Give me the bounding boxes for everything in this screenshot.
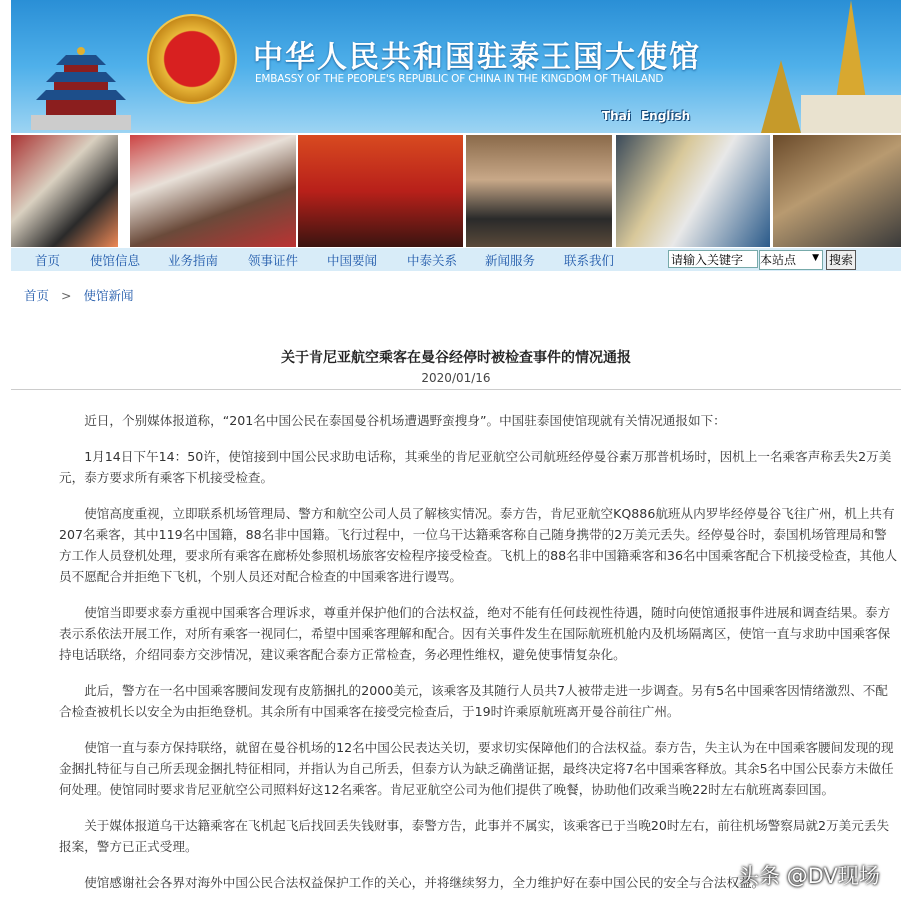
article-date: 2020/01/16	[421, 371, 491, 385]
nav-home[interactable]: 首页	[35, 253, 61, 268]
nav-news-service[interactable]: 新闻服务	[485, 253, 536, 268]
divider	[11, 389, 901, 390]
photo-1[interactable]	[11, 135, 118, 247]
paragraph: 此后，警方在一名中国乘客腰间发现有皮筋捆扎的2000美元，该乘客及其随行人员共7人被带走进一步调查。另有5名中国乘客因情绪激烈、不配合检查被机长以安全为由拒绝登机。其余所有中国乘客在接受完检查后，于19时许乘原航班离开曼谷前往广州。	[59, 683, 888, 719]
main-nav	[11, 248, 901, 271]
paragraph: 1月14日下午14：50许，使馆接到中国公民求助电话称，其乘坐的肯尼亚航空公司航班经停曼谷素万那普机场时，因机上一名乘客声称丢失2万美元，泰方要求所有乘客下机接受检查。	[59, 449, 892, 485]
photo-strip	[11, 135, 901, 247]
nav-contact[interactable]: 联系我们	[564, 253, 615, 268]
national-emblem-icon	[147, 14, 237, 104]
nav-service-guide[interactable]: 业务指南	[168, 253, 219, 268]
paragraph: 使馆感谢社会各界对海外中国公民合法权益保护工作的关心，并将继续努力，全力维护好在泰中国公民的安全与合法权益。	[84, 875, 765, 890]
breadcrumb	[24, 286, 134, 304]
photo-2[interactable]	[130, 135, 296, 247]
paragraph: 近日，个别媒体报道称，“201名中国公民在泰国曼谷机场遭遇野蛮搜身”。中国驻泰国使馆现就有关情况通报如下：	[84, 413, 726, 428]
search-input[interactable]: 请输入关键字	[668, 250, 758, 268]
paragraph: 使馆一直与泰方保持联络，就留在曼谷机场的12名中国公民表达关切，要求切实保障他们的合法权益。泰方告，失主认为在中国乘客腰间发现的现金捆扎特征与自己所丢现金捆扎特征相同，并指认为自己所丢，但泰方认为缺乏确凿证据，最终决定将7名中国乘客释放。其余5名中国公民泰方未做任何处理。使馆同时要求肯尼亚航空公司照料好这12名乘客。肯尼亚航空公司为他们提供了晚餐，协助他们改乘当晚22时左右航班离泰回国。	[59, 740, 894, 797]
dropdown-arrow-icon: ▼	[812, 253, 819, 263]
lang-thai-link[interactable]: Thai	[602, 109, 631, 123]
photo-5[interactable]	[616, 135, 770, 247]
breadcrumb-current[interactable]: 使馆新闻	[83, 288, 134, 303]
lang-english-link[interactable]: English	[640, 109, 691, 123]
scope-value: 本站点	[760, 253, 797, 267]
article-body	[59, 410, 899, 908]
paragraph: 使馆当即要求泰方重视中国乘客合理诉求，尊重并保护他们的合法权益，绝对不能有任何歧视性待遇，随时向使馆通报事件进展和调查结果。泰方表示系依法开展工作，对所有乘客一视同仁，希望中国乘客理解和配合。因有关事件发生在国际航班机舱内及机场隔离区，使馆一直与求助中国乘客保持电话联络，介绍同泰方交涉情况，建议乘客配合泰方正常检查，务必理性维权，避免使事情复杂化。	[59, 605, 891, 662]
site-banner	[11, 0, 901, 133]
language-switch	[602, 109, 700, 123]
paragraph: 关于媒体报道乌干达籍乘客在飞机起飞后找回丢失钱财事，泰警方告，此事并不属实，该乘客已于当晚20时左右，前往机场警察局就2万美元丢失报案，警方已正式受理。	[59, 818, 890, 854]
watermark: 头条 @DV现场	[738, 864, 880, 888]
temple-of-heaven-icon	[21, 20, 141, 130]
photo-4[interactable]	[466, 135, 612, 247]
nav-china-thai-relations[interactable]: 中泰关系	[407, 253, 458, 268]
photo-3[interactable]	[298, 135, 463, 247]
breadcrumb-home[interactable]: 首页	[24, 288, 50, 303]
scope-select[interactable]	[759, 250, 823, 270]
site-title-en: EMBASSY OF THE PEOPLE'S REPUBLIC OF CHINA IN THE KINGDOM OF THAILAND	[255, 73, 664, 85]
photo-6[interactable]	[773, 135, 901, 247]
nav-embassy-info[interactable]: 使馆信息	[90, 253, 141, 268]
article-title: 关于肯尼亚航空乘客在曼谷经停时被检查事件的情况通报	[281, 350, 631, 366]
breadcrumb-separator: >	[61, 288, 72, 303]
nav-consular[interactable]: 领事证件	[248, 253, 299, 268]
search-button[interactable]: 搜索	[826, 250, 856, 270]
site-title-cn: 中华人民共和国驻泰王国大使馆	[253, 40, 701, 75]
paragraph: 使馆高度重视，立即联系机场管理局、警方和航空公司人员了解核实情况。泰方告，肯尼亚航空KQ886航班从内罗毕经停曼谷飞往广州，机上共有207名乘客，其中119名中国籍，88名非中国籍。飞行过程中，一位乌干达籍乘客称自己随身携带的2万美元丢失。经停曼谷时，泰国机场管理局和警方工作人员登机处理，要求所有乘客在廊桥处参照机场旅客安检程序接受检查。飞机上的88名非中国籍乘客和36名中国乘客配合下机接受检查，其他人员不愿配合并拒绝下飞机，个别人员还对配合检查的中国乘客进行谩骂。	[59, 506, 898, 584]
thai-pagoda-icon	[701, 0, 901, 133]
nav-china-news[interactable]: 中国要闻	[327, 253, 378, 268]
